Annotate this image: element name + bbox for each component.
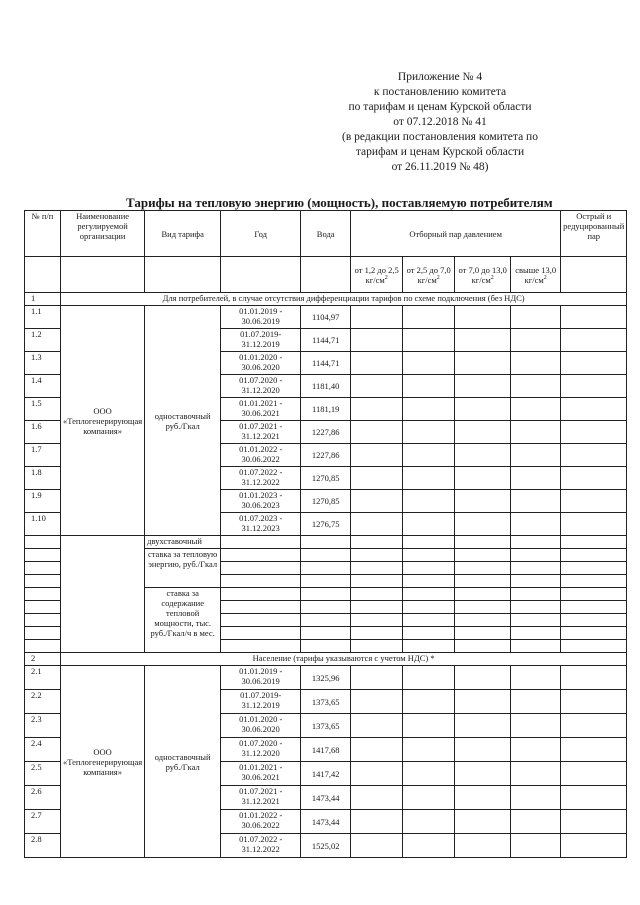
org-name: ООО «Теплогенерирующая компания» <box>61 666 145 858</box>
table-row <box>25 536 627 549</box>
table-row <box>25 666 627 690</box>
water-value: 1227,86 <box>301 444 351 467</box>
col-header-year: Год <box>221 211 301 257</box>
section-label: Население (тарифы указываются с учетом НДС) * <box>61 653 627 666</box>
section-number: 2 <box>25 653 61 666</box>
row-number: 2.1 <box>25 666 61 690</box>
tariff-table <box>24 210 627 858</box>
water-value: 1227,86 <box>301 421 351 444</box>
row-number: 1.7 <box>25 444 61 467</box>
col-header-p4: свыше 13,0 $кг/см^2$ <box>511 257 561 293</box>
subheader-row <box>25 257 627 293</box>
row-number: 1.9 <box>25 490 61 513</box>
col-header-p2: от 2,5 до 7,0 $кг/см^2$ <box>403 257 455 293</box>
row-number: 1.2 <box>25 329 61 352</box>
water-value: 1325,96 <box>301 666 351 690</box>
period: 01.01.2022 - 30.06.2022 <box>221 810 301 834</box>
water-value: 1144,71 <box>301 329 351 352</box>
row-number: 2.2 <box>25 690 61 714</box>
document-title: Тарифы на тепловую энергию (мощность), поставляемую потребителям <box>126 195 553 210</box>
period: 01.01.2022 - 30.06.2022 <box>221 444 301 467</box>
period: 01.07.2023 - 31.12.2023 <box>221 513 301 536</box>
water-value: 1144,71 <box>301 352 351 375</box>
water-value: 1181,40 <box>301 375 351 398</box>
period: 01.01.2023 - 30.06.2023 <box>221 490 301 513</box>
header-line: от 07.12.2018 № 41 <box>393 116 487 128</box>
col-header-p3: от 7,0 до 13,0 $кг/см^2$ <box>455 257 511 293</box>
row-number: 1.6 <box>25 421 61 444</box>
tariff-kind: одноставочный руб./Гкал <box>145 666 221 858</box>
header-line: по тарифам и ценам Курской области <box>348 101 532 113</box>
row-number: 2.5 <box>25 762 61 786</box>
tariff-kind: одноставочный руб./Гкал <box>145 306 221 536</box>
water-value: 1525,02 <box>301 834 351 858</box>
col-header-p1: от 1,2 до 2,5 $кг/см^2$ <box>351 257 403 293</box>
section-row <box>25 293 627 306</box>
water-value: 1104,97 <box>301 306 351 329</box>
document-header <box>320 70 560 175</box>
header-line: тарифам и ценам Курской области <box>355 146 525 158</box>
capacity-rate-label: ставка за содержание тепловой мощности, тыс. руб./Гкал/ч в мес. <box>145 588 221 653</box>
energy-rate-label: ставка за тепловую энергию, руб./Гкал <box>145 549 221 588</box>
section-label: Для потребителей, в случае отсутствия дифференциации тарифов по схеме подключения (без НДС) <box>61 293 627 306</box>
water-value: 1473,44 <box>301 810 351 834</box>
col-header-steam: Отборный пар давлением <box>351 211 561 257</box>
water-value: 1270,85 <box>301 490 351 513</box>
water-value: 1373,65 <box>301 690 351 714</box>
header-row <box>25 211 627 257</box>
header-line: (в редакции постановления комитета по <box>342 131 538 143</box>
water-value: 1181,19 <box>301 398 351 421</box>
period: 01.07.2019- 31.12.2019 <box>221 690 301 714</box>
period: 01.07.2022 - 31.12.2022 <box>221 467 301 490</box>
water-value: 1417,42 <box>301 762 351 786</box>
tariff-table-container <box>24 210 627 858</box>
water-value: 1373,65 <box>301 714 351 738</box>
row-number: 2.3 <box>25 714 61 738</box>
row-number: 2.7 <box>25 810 61 834</box>
period: 01.01.2021 - 30.06.2021 <box>221 398 301 421</box>
water-value: 1417,68 <box>301 738 351 762</box>
period: 01.07.2021 - 31.12.2021 <box>221 786 301 810</box>
period: 01.07.2019- 31.12.2019 <box>221 329 301 352</box>
col-header-water: Вода <box>301 211 351 257</box>
row-number: 1.3 <box>25 352 61 375</box>
header-line: к постановлению комитета <box>373 86 507 98</box>
row-number: 1.10 <box>25 513 61 536</box>
row-number: 2.6 <box>25 786 61 810</box>
col-header-sharp: Острый и редуцированный пар <box>561 211 627 257</box>
water-value: 1270,85 <box>301 467 351 490</box>
water-value: 1276,75 <box>301 513 351 536</box>
period: 01.07.2022 - 31.12.2022 <box>221 834 301 858</box>
row-number: 1.5 <box>25 398 61 421</box>
col-header-org: Наименование регулируемой организации <box>61 211 145 257</box>
period: 01.01.2020 - 30.06.2020 <box>221 352 301 375</box>
period: 01.07.2021 - 31.12.2021 <box>221 421 301 444</box>
row-number: 1.1 <box>25 306 61 329</box>
row-number: 1.8 <box>25 467 61 490</box>
table-row <box>25 306 627 329</box>
water-value: 1473,44 <box>301 786 351 810</box>
two-part-label: двухставочный <box>145 536 221 549</box>
col-header-num: № п/п <box>25 211 61 257</box>
org-name: ООО «Теплогенерирующая компания» <box>61 306 145 536</box>
period: 01.01.2019 - 30.06.2019 <box>221 306 301 329</box>
period: 01.01.2020 - 30.06.2020 <box>221 714 301 738</box>
section-number: 1 <box>25 293 61 306</box>
row-number: 2.4 <box>25 738 61 762</box>
period: 01.07.2020 - 31.12.2020 <box>221 738 301 762</box>
col-header-kind: Вид тарифа <box>145 211 221 257</box>
header-line: от 26.11.2019 № 48) <box>391 161 489 173</box>
row-number: 2.8 <box>25 834 61 858</box>
section-row <box>25 653 627 666</box>
period: 01.07.2020 - 31.12.2020 <box>221 375 301 398</box>
header-line: Приложение № 4 <box>397 71 483 83</box>
row-number: 1.4 <box>25 375 61 398</box>
period: 01.01.2019 - 30.06.2019 <box>221 666 301 690</box>
period: 01.01.2021 - 30.06.2021 <box>221 762 301 786</box>
